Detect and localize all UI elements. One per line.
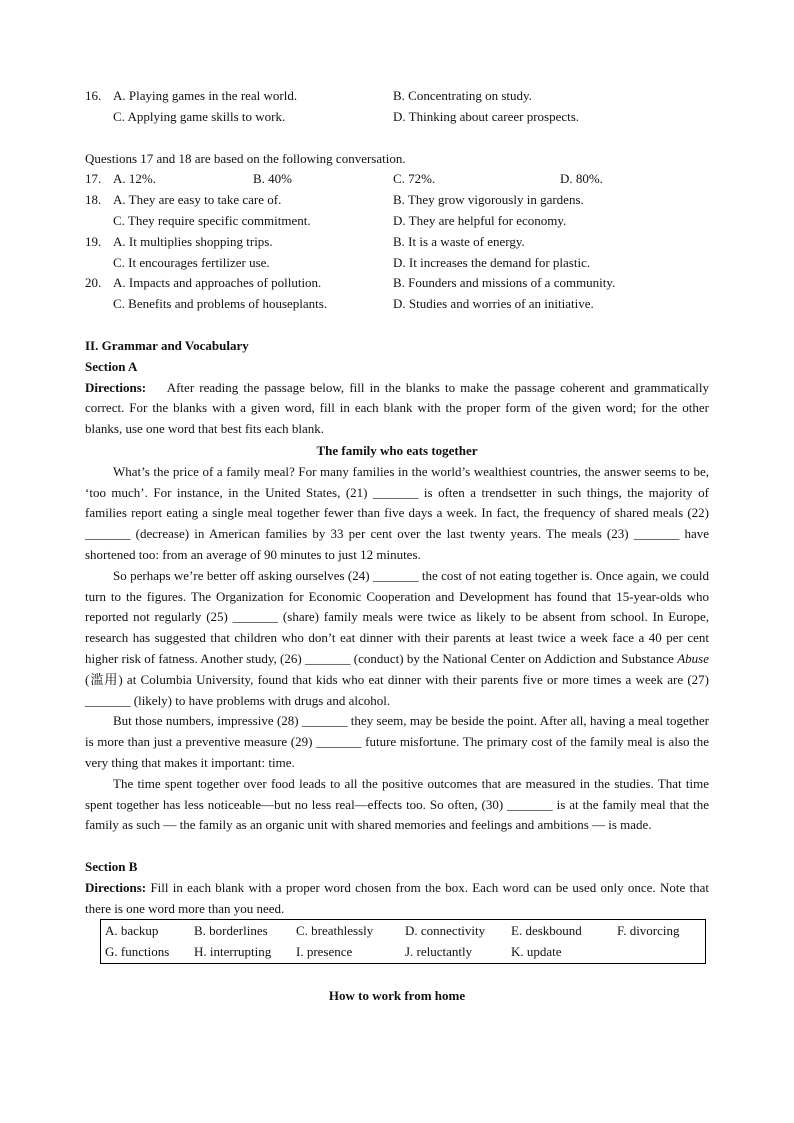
question-number: 16.	[85, 88, 102, 103]
conversation-intro: Questions 17 and 18 are based on the following conversation.	[85, 150, 406, 166]
passage-paragraph-1: What’s the price of a family meal? For many families in the world’s wealthiest countries, the answer seems to be, ‘too much’. For instance, in the United States, (21) _______ is often a trendsetter in such things, the majority of families report eating a single meal together fewer than five days a week. In fact, the frequency of shared meals (22) _______ (decrease) in American families by 33 per cent over the last twenty years. The meals (23) _______ have shortened too: from an average of 90 minutes to just 12 minutes.	[85, 463, 709, 562]
option-b: B. Concentrating on study.	[393, 88, 532, 103]
option-b: B. Founders and missions of a community.	[393, 275, 616, 291]
word-option: F. divorcing	[617, 923, 680, 939]
question-number: 18.	[85, 192, 102, 208]
question-19-row2	[85, 253, 709, 274]
chinese-gloss: (滥用)	[85, 671, 123, 687]
word-box-row-2	[105, 942, 701, 963]
word-box	[100, 919, 706, 964]
word-option: G. functions	[105, 943, 170, 959]
option-b: B. 40%	[253, 171, 292, 187]
section-a-heading: Section A	[85, 358, 138, 374]
directions-label: Directions:	[85, 879, 147, 895]
passage-paragraph-2	[85, 566, 709, 712]
word-option: K. update	[511, 943, 562, 959]
directions-text: After reading the passage below, fill in the blanks to make the passage coherent and grammatically correct. For the blanks with a given word, fill in each blank with the proper form of the given word; for the other blanks, use one word that best fits each blank.	[85, 379, 710, 437]
option-c: C. It encourages fertilizer use.	[113, 254, 270, 270]
option-b: B. They grow vigorously in gardens.	[393, 192, 584, 208]
option-d: D. They are helpful for economy.	[393, 212, 567, 228]
option-d: D. Studies and worries of an initiative.	[393, 296, 594, 312]
word-option: E. deskbound	[511, 923, 582, 939]
option-d: D. 80%.	[560, 171, 603, 187]
word-option: D. connectivity	[405, 923, 486, 939]
paragraph-2-part-b: at Columbia University, found that kids who eat dinner with their parents five or more times a week are (27) _______ (likely) to have problems with drugs and alcohol.	[85, 671, 709, 708]
option-a: A. They are easy to take care of.	[113, 192, 282, 208]
option-c: C. Applying game skills to work.	[113, 108, 286, 124]
option-a: A. 12%.	[113, 171, 156, 187]
question-18-row2	[85, 211, 709, 232]
paragraph-2-part-a: So perhaps we’re better off asking ourselves (24) _______ the cost of not eating together is. Once again, we could turn to the figures. The Organization for Economic Cooperation and Development has found that 15-year-olds who reported not regularly (25) _______ (share) family meals were twice as likely to be absent from school. In Europe, research has suggested that children who don’t eat dinner with their parents at least twice a week face a 40 per cent higher risk of fatness. Another study, (26) _______ (conduct) by the National Center on Addiction and Substance	[85, 567, 709, 666]
word-option: I. presence	[296, 943, 353, 959]
option-d: D. Thinking about career prospects.	[393, 108, 580, 124]
directions-text: Fill in each blank with a proper word chosen from the box. Each word can be used only once. Note that there is one word more than you need.	[85, 879, 710, 916]
word-option: C. breathlessly	[296, 923, 374, 939]
question-number: 19.	[85, 233, 102, 249]
question-16-row2	[85, 107, 709, 128]
italic-word: Abuse	[677, 650, 709, 666]
section-a-directions	[85, 378, 709, 440]
section-b-passage-title: How to work from home	[328, 988, 466, 1004]
passage-paragraph-4: The time spent together over food leads to all the positive outcomes that are measured in the studies. That time spent together has less noticeable—but no less real—effects too. So often, (30) _______ is at the family meal that the family as such — the family as an organic unit with shared memories and feelings and ambitions — is made.	[85, 775, 709, 833]
option-a: A. Impacts and approaches of pollution.	[113, 275, 322, 291]
word-option: H. interrupting	[194, 943, 272, 959]
option-c: C. Benefits and problems of houseplants.	[113, 296, 328, 312]
question-16	[85, 86, 709, 107]
question-18	[85, 190, 709, 211]
option-a: A. Playing games in the real world.	[113, 88, 298, 103]
option-a: A. It multiplies shopping trips.	[113, 233, 273, 249]
word-option: J. reluctantly	[405, 943, 473, 959]
question-20-row2	[85, 294, 709, 315]
passage-title: The family who eats together	[316, 442, 478, 458]
question-17	[85, 169, 709, 190]
section-b-heading: Section B	[85, 859, 138, 875]
part-heading: II. Grammar and Vocabulary	[85, 337, 249, 353]
question-19	[85, 232, 709, 253]
exam-page	[85, 86, 709, 1007]
question-number: 20.	[85, 275, 102, 291]
word-option: A. backup	[105, 923, 159, 939]
question-20	[85, 273, 709, 294]
option-c: C. 72%.	[393, 171, 436, 187]
directions-label: Directions:	[85, 379, 147, 395]
option-c: C. They require specific commitment.	[113, 212, 311, 228]
word-option: B. borderlines	[194, 923, 268, 939]
word-box-row-1	[105, 921, 701, 942]
question-number: 17.	[85, 171, 102, 187]
option-d: D. It increases the demand for plastic.	[393, 254, 591, 270]
passage-paragraph-3: But those numbers, impressive (28) _______ they seem, may be beside the point. After all, having a meal together is more than just a preventive measure (29) _______ future misfortune. The primary cost of the family meal is also the very thing that makes it important: time.	[85, 713, 709, 770]
section-b-directions	[85, 878, 709, 920]
option-b: B. It is a waste of energy.	[393, 233, 525, 249]
